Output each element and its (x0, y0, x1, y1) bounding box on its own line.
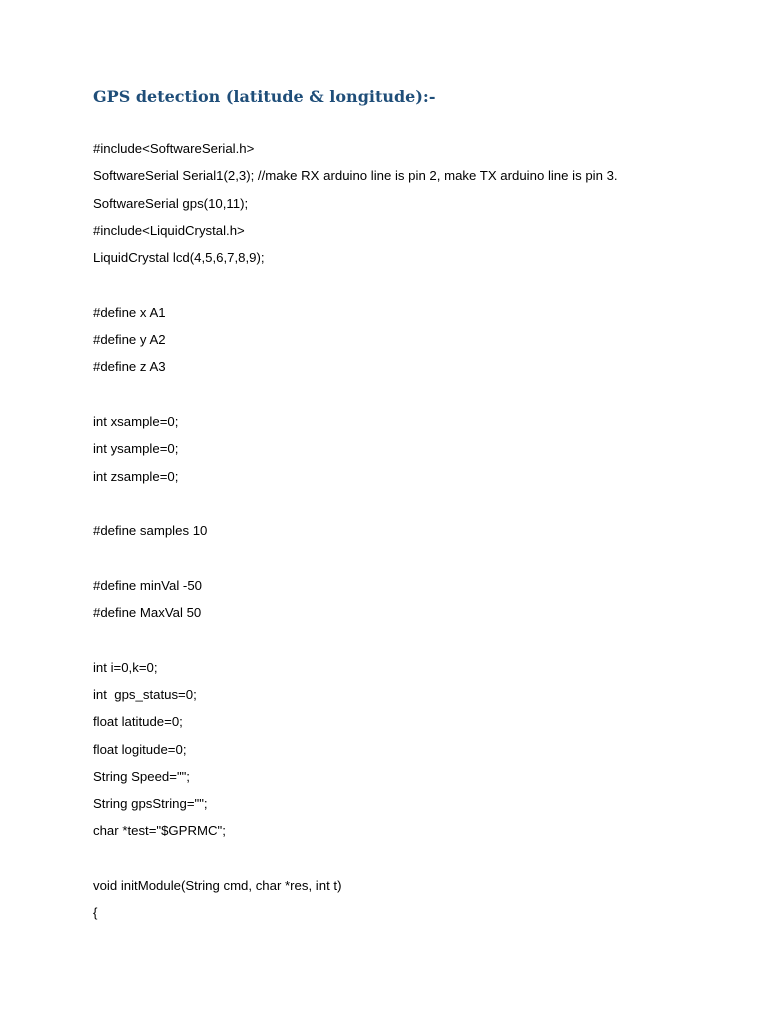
blank-line (93, 276, 733, 294)
code-line: #define z A3 (93, 359, 166, 375)
code-line: #define MaxVal 50 (93, 605, 202, 621)
code-line: char *test="$GPRMC"; (93, 823, 226, 839)
code-line: #define x A1 (93, 304, 166, 320)
blank-line (93, 549, 733, 567)
code-line: #define samples 10 (93, 523, 208, 539)
blank-line (93, 631, 733, 649)
code-line: SoftwareSerial Serial1(2,3); //make RX arduino line is pin 2, make TX arduino line is pin 3. (93, 168, 618, 184)
code-line: int zsample=0; (93, 468, 179, 484)
code-line: float logitude=0; (93, 741, 187, 757)
code-line: LiquidCrystal lcd(4,5,6,7,8,9); (93, 250, 265, 266)
code-line: String Speed=""; (93, 768, 190, 784)
blank-line (93, 495, 733, 513)
blank-line (93, 386, 733, 404)
code-line: #define minVal -50 (93, 577, 202, 593)
code-line: SoftwareSerial gps(10,11); (93, 195, 249, 211)
code-line: int i=0,k=0; (93, 659, 158, 675)
blank-line (93, 850, 733, 868)
code-line: { (93, 905, 98, 921)
code-line: int gps_status=0; (93, 686, 197, 702)
code-line: #include<SoftwareSerial.h> (93, 141, 255, 156)
code-line: int ysample=0; (93, 441, 179, 457)
code-line: #include<LiquidCrystal.h> (93, 222, 245, 238)
code-line: #define y A2 (93, 332, 166, 348)
code-line: String gpsString=""; (93, 796, 208, 812)
section-heading: GPS detection (latitude & longitude):- (93, 87, 436, 106)
code-line: int xsample=0; (93, 413, 179, 429)
code-block (93, 140, 733, 932)
code-line: float latitude=0; (93, 714, 183, 730)
code-line: void initModule(String cmd, char *res, int t) (93, 878, 342, 894)
